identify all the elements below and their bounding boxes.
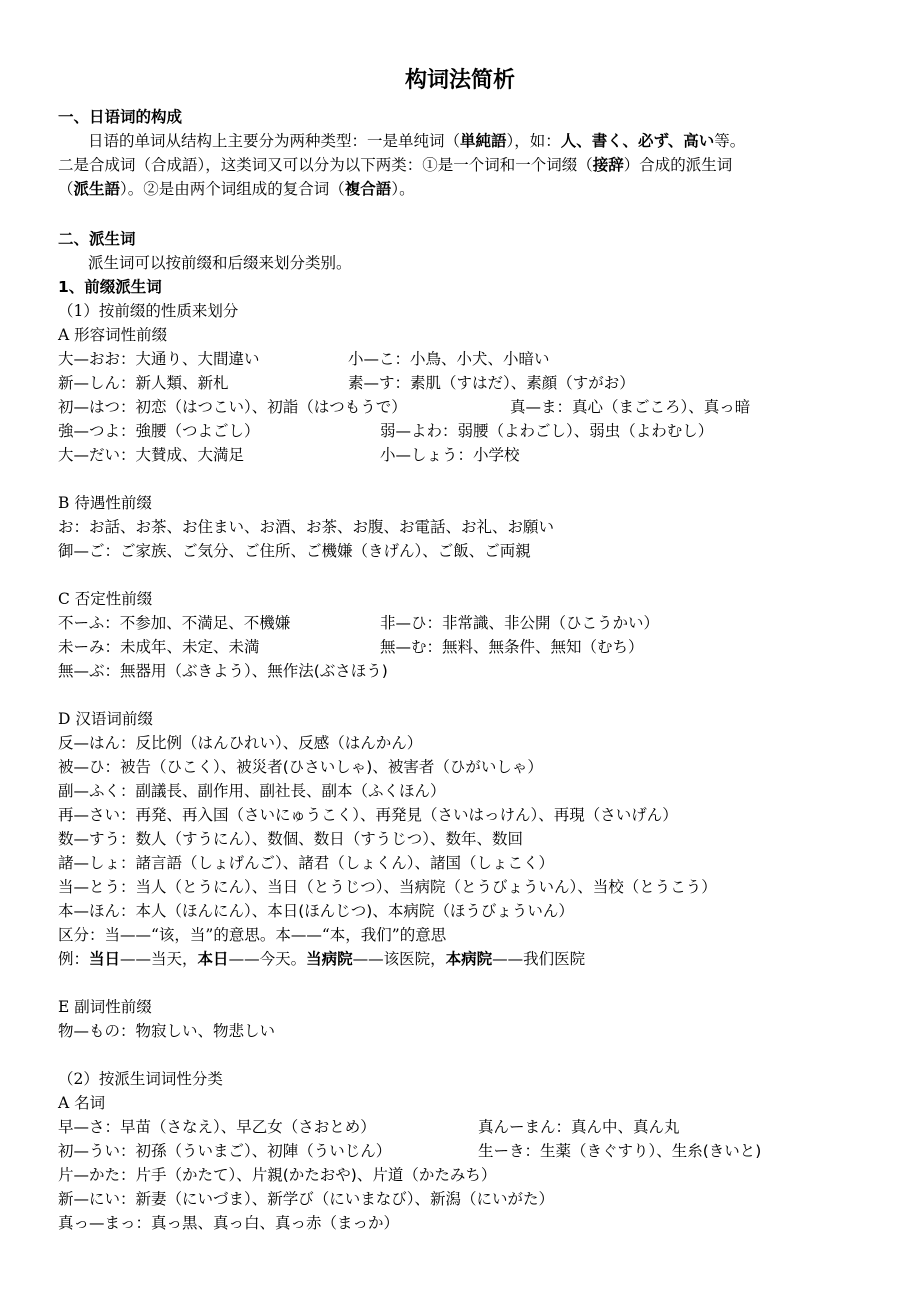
text-run: ——当天， <box>120 950 198 968</box>
bold-term: 当病院 <box>306 950 353 968</box>
text-run: ）。 <box>391 180 415 198</box>
list-item <box>58 420 714 442</box>
list-item: 当—とう：当人（とうにん）、当日（とうじつ）、当病院（とうびょういん）、当校（とうこう） <box>58 878 717 896</box>
list-item: 副—ふく：副議長、副作用、副社長、副本（ふくほん） <box>58 782 446 800</box>
category-label: D 汉语词前缀 <box>58 710 153 728</box>
entry: 真んーまん：真ん中、真ん丸 <box>478 1118 680 1136</box>
list-item: 本—ほん：本人（ほんにん）、本日(ほんじつ)、本病院（ほうびょういん） <box>58 902 574 920</box>
bold-term: 接辞 <box>592 156 624 174</box>
entry: 無—ぶ：無器用（ぶきよう）、無作法(ぶさほう) <box>58 662 388 680</box>
text-run: 等。 <box>714 132 746 150</box>
category-label: A 名词 <box>58 1094 106 1112</box>
entry: 小—こ：小鳥、小犬、小暗い <box>348 350 550 368</box>
list-item <box>58 612 660 634</box>
list-item: お：お話、お茶、お住まい、お酒、お茶、お腹、お電話、お礼、お願い <box>58 518 555 536</box>
entry: 生ーき：生薬（きぐすり）、生糸(きいと) <box>478 1142 762 1160</box>
section-intro: 派生词可以按前缀和后缀来划分类别。 <box>88 254 352 272</box>
entry: 真—ま：真心（まごころ）、真っ暗 <box>510 398 751 416</box>
text-run: ），如： <box>506 132 561 150</box>
paragraph-line <box>58 154 732 176</box>
entry: 初—はつ：初恋（はつこい）、初詣（はつもうで） <box>58 398 407 416</box>
bold-term: 人、書く、必ず、高い <box>560 132 715 150</box>
category-label: B 待遇性前缀 <box>58 494 152 512</box>
list-item: 真っ—まっ：真っ黒、真っ白、真っ赤（まっか） <box>58 1214 400 1232</box>
category-label: A 形容词性前缀 <box>58 326 168 344</box>
section-heading-2: 二、派生词 <box>58 230 136 248</box>
entry: 小—しょう：小学校 <box>380 446 520 464</box>
list-item <box>58 396 751 418</box>
bold-term: 本病院 <box>445 950 493 968</box>
entry: 不ーふ：不参加、不満足、不機嫌 <box>58 614 291 632</box>
bold-term: 本日 <box>197 950 229 968</box>
bold-term: 単純語 <box>460 132 507 150</box>
list-item: 御—ご：ご家族、ご気分、ご住所、ご機嫌（きげん）、ご飯、ご両親 <box>58 542 531 560</box>
page-title: 构词法简析 <box>404 68 515 93</box>
subsection-heading: （2）按派生词词性分类 <box>58 1070 223 1088</box>
list-item: 片—かた：片手（かたて）、片親(かたおや)、片道（かたみち） <box>58 1166 497 1184</box>
entry: 初—うい：初孫（ういまご）、初陣（ういじん） <box>58 1142 392 1160</box>
text-run: ）合成的派生词 <box>623 156 733 174</box>
list-item: 新—にい：新妻（にいづま）、新学び（にいまなび）、新潟（にいがた） <box>58 1190 555 1208</box>
subsection-heading: （1）按前缀的性质来划分 <box>58 302 239 320</box>
list-item: 再—さい：再発、再入国（さいにゅうこく）、再発見（さいはっけん）、再現（さいげん） <box>58 806 678 824</box>
entry: 弱—よわ：弱腰（よわごし）、弱虫（よわむし） <box>380 422 714 440</box>
entry: 素—す：素肌（すはだ）、素顔（すがお） <box>348 374 635 392</box>
list-item <box>58 1140 762 1162</box>
bold-term: 複合語 <box>344 180 392 198</box>
section-heading-1: 一、日语词的构成 <box>58 108 183 126</box>
list-item: 物—もの：物寂しい、物悲しい <box>58 1022 276 1040</box>
category-label: C 否定性前缀 <box>58 590 153 608</box>
list-item <box>58 636 644 658</box>
list-item <box>58 444 520 466</box>
list-item: 数—すう：数人（すうにん）、数個、数日（すうじつ）、数年、数回 <box>58 830 524 848</box>
entry: 早—さ：早苗（さなえ）、早乙女（さおとめ） <box>58 1118 376 1136</box>
list-item <box>58 372 635 394</box>
text-run: 例： <box>58 950 90 968</box>
text-run: ——我们医院 <box>492 950 586 968</box>
text-run: 日语的单词从结构上主要分为两种类型：一是单纯词（ <box>88 132 461 150</box>
note-line: 区分：当——“该，当”的意思。本——“本，我们”的意思 <box>58 926 447 944</box>
entry: 無—む：無料、無条件、無知（むち） <box>380 638 644 656</box>
list-item: 諸—しょ：諸言語（しょげんご）、諸君（しょくん）、諸国（しょこく） <box>58 854 555 872</box>
entry: 非—ひ：非常識、非公開（ひこうかい） <box>380 614 660 632</box>
bold-term: 当日 <box>89 950 121 968</box>
text-run: 二是合成词（合成語），这类词又可以分为以下两类：①是一个词和一个词缀（ <box>58 156 593 174</box>
text-run: ）。②是由两个词组成的复合词（ <box>120 180 345 198</box>
entry: 強—つよ：強腰（つよごし） <box>58 422 260 440</box>
text-run: ——今天。 <box>228 950 307 968</box>
entry: 大—おお：大通り、大間違い <box>58 350 260 368</box>
list-item: 反—はん：反比例（はんひれい）、反感（はんかん） <box>58 734 423 752</box>
category-label: E 副词性前缀 <box>58 998 152 1016</box>
entry: 未ーみ：未成年、未定、未満 <box>58 638 260 656</box>
text-run: （ <box>58 180 74 198</box>
list-item <box>58 1116 680 1138</box>
entry: 大—だい：大賛成、大満足 <box>58 446 245 464</box>
bold-term: 派生語 <box>73 180 121 198</box>
subsection-heading: 1、前缀派生词 <box>58 278 162 296</box>
list-item: 被—ひ：被告（ひこく）、被災者(ひさいしゃ)、被害者（ひがいしゃ） <box>58 758 543 776</box>
list-item <box>58 348 550 370</box>
text-run: ——该医院， <box>352 950 446 968</box>
entry: 新—しん：新人類、新札 <box>58 374 229 392</box>
paragraph-line <box>58 178 415 200</box>
example-line <box>58 948 585 970</box>
paragraph-line <box>88 130 745 152</box>
list-item <box>58 660 388 682</box>
